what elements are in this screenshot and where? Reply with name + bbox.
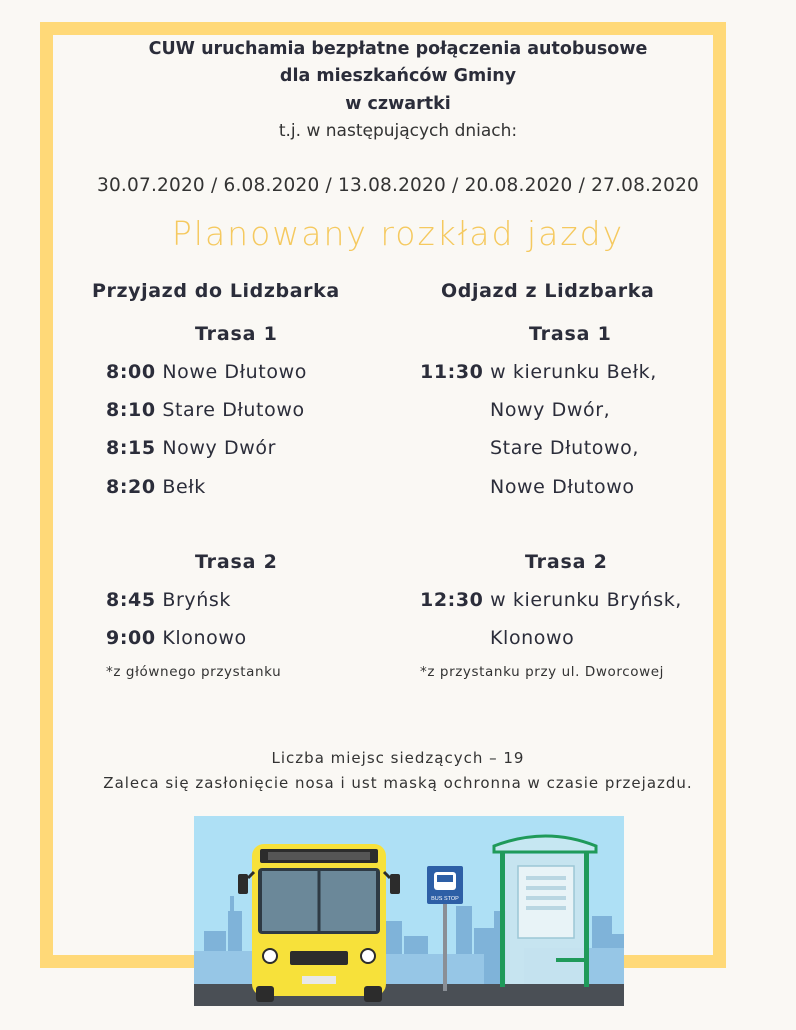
stop-time: 8:20 xyxy=(106,476,156,498)
stop-time: 8:00 xyxy=(106,361,156,383)
header-line-4: t.j. w następujących dniach: xyxy=(278,121,518,141)
header-line-2: dla mieszkańców Gminy xyxy=(279,66,517,86)
departure-route2-label: Trasa 2 xyxy=(525,551,608,573)
stop-place: Klonowo xyxy=(162,627,247,649)
departure-route1-label: Trasa 1 xyxy=(529,323,612,345)
stop-time: 12:30 xyxy=(420,589,484,611)
arrival-stop xyxy=(106,361,307,383)
stop-time: 8:45 xyxy=(106,589,156,611)
departure-stop-line: Nowy Dwór, xyxy=(490,399,611,421)
seats-info: Liczba miejsc siedzących – 19 xyxy=(271,749,525,767)
stop-place: Bryńsk xyxy=(162,589,231,611)
arrival-column-title: Przyjazd do Lidzbarka xyxy=(92,280,340,302)
departure-stop-line: Stare Dłutowo, xyxy=(490,437,640,459)
header-line-3: w czwartki xyxy=(345,94,451,114)
stop-time: 8:10 xyxy=(106,399,156,421)
stop-time: 9:00 xyxy=(106,627,156,649)
arrival-stop xyxy=(106,627,247,649)
stop-place: w kierunku Bryńsk, xyxy=(490,589,682,611)
departure-note: *z przystanku przy ul. Dworcowej xyxy=(420,664,665,680)
departure-stop-line: Nowe Dłutowo xyxy=(490,476,635,498)
stop-place: Stare Dłutowo xyxy=(162,399,305,421)
stop-place: Bełk xyxy=(162,476,206,498)
departure-stop-line: Klonowo xyxy=(490,627,575,649)
stop-place: Nowy Dwór xyxy=(162,437,276,459)
arrival-route1-label: Trasa 1 xyxy=(195,323,278,345)
stop-time: 8:15 xyxy=(106,437,156,459)
bus-stop-illustration xyxy=(194,816,624,1006)
arrival-stop xyxy=(106,437,276,459)
arrival-stop xyxy=(106,476,206,498)
arrival-stop xyxy=(106,589,231,611)
arrival-note: *z głównego przystanku xyxy=(106,664,282,680)
header-line-1: CUW uruchamia bezpłatne połączenia autobusowe xyxy=(148,39,648,59)
mask-advice: Zaleca się zasłonięcie nosa i ust maską ochronna w czasie przejazdu. xyxy=(103,774,693,792)
stop-time: 11:30 xyxy=(420,361,484,383)
stop-place: w kierunku Bełk, xyxy=(490,361,657,383)
bus-stop-sign-text: BUS STOP xyxy=(431,896,459,902)
bus-scene xyxy=(194,816,624,1006)
arrival-route2-label: Trasa 2 xyxy=(195,551,278,573)
departure-stop xyxy=(420,361,657,383)
departure-stop xyxy=(420,589,682,611)
yellow-bus xyxy=(238,844,400,1002)
arrival-stop xyxy=(106,399,305,421)
stop-place: Nowe Dłutowo xyxy=(162,361,307,383)
dates-line: 30.07.2020 / 6.08.2020 / 13.08.2020 / 20.08.2020 / 27.08.2020 xyxy=(96,175,700,196)
schedule-title: Planowany rozkład jazdy xyxy=(171,214,625,253)
departure-column-title: Odjazd z Lidzbarka xyxy=(441,280,655,302)
